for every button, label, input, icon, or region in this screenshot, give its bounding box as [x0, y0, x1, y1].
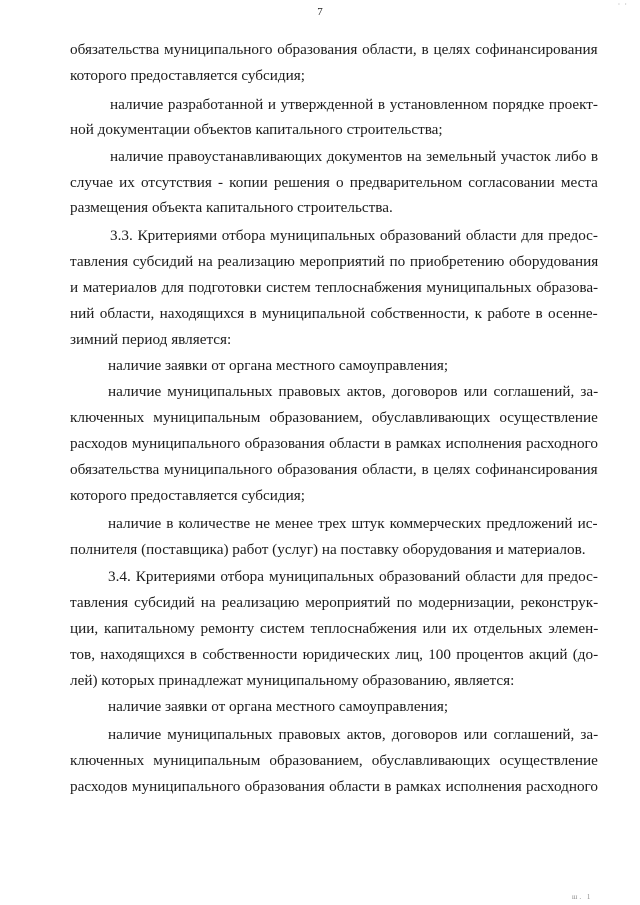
text-line: которого предоставляется субсидия; [70, 67, 305, 84]
text-line: и материалов для подготовки систем теплоснабжения муниципальных образова- [70, 279, 599, 296]
text-line: расходов муниципального образования области в рамках исполнения расходного [70, 778, 598, 795]
text-line: тов, находящихся в собственности юридических лиц, 100 процентов акций (до- [70, 646, 599, 663]
footer-mark: ш. 1 [572, 893, 593, 901]
text-line: наличие заявки от органа местного самоуправления; [108, 357, 449, 374]
text-line: ключенных муниципальным образованием, обуславливающих осуществление [70, 409, 598, 426]
text-line: полнителя (поставщика) работ (услуг) на поставку оборудования и материалов. [70, 541, 586, 558]
text-line: 3.4. Критериями отбора муниципальных образований области для предос- [108, 568, 598, 585]
text-line: расходов муниципального образования области в рамках исполнения расходного [70, 435, 598, 452]
text-line: наличие муниципальных правовых актов, договоров или соглашений, за- [108, 726, 599, 743]
text-line: ции, капитальному ремонту систем теплоснабжения или их отдельных элемен- [70, 620, 599, 637]
text-line: которого предоставляется субсидия; [70, 487, 305, 504]
text-line: обязательства муниципального образования области, в целях софинансирования [70, 461, 598, 478]
text-line: тавления субсидий на реализацию мероприятий по модернизации, реконструк- [70, 594, 599, 611]
corner-mark: · · [617, 0, 628, 9]
text-line: наличие разработанной и утвержденной в установленном порядке проект- [110, 96, 598, 113]
text-line: наличие правоустанавливающих документов на земельный участок либо в [110, 148, 599, 165]
text-line: ний области, находящихся в муниципальной собственности, к работе в осенне- [70, 305, 598, 322]
text-line: размещения объекта капитального строительства. [70, 199, 393, 216]
text-line: зимний период является: [70, 331, 232, 348]
text-line: ключенных муниципальным образованием, обуславливающих осуществление [70, 752, 598, 769]
text-line: случае их отсутствия - копии решения о предварительном согласовании места [70, 174, 598, 191]
text-line: наличие заявки от органа местного самоуправления; [108, 698, 449, 715]
text-line: обязательства муниципального образования области, в целях софинансирования [70, 41, 598, 58]
text-line: наличие в количестве не менее трех штук коммерческих предложений ис- [108, 515, 598, 532]
page-number: 7 [317, 6, 323, 18]
text-line: 3.3. Критериями отбора муниципальных образований области для предос- [110, 227, 598, 244]
text-line: лей) которых принадлежат муниципальному образованию, является: [70, 672, 515, 689]
text-line: наличие муниципальных правовых актов, договоров или соглашений, за- [108, 383, 599, 400]
text-line: ной документации объектов капитального строительства; [70, 121, 443, 138]
text-line: тавления субсидий на реализацию мероприятий по приобретению оборудования [70, 253, 599, 270]
